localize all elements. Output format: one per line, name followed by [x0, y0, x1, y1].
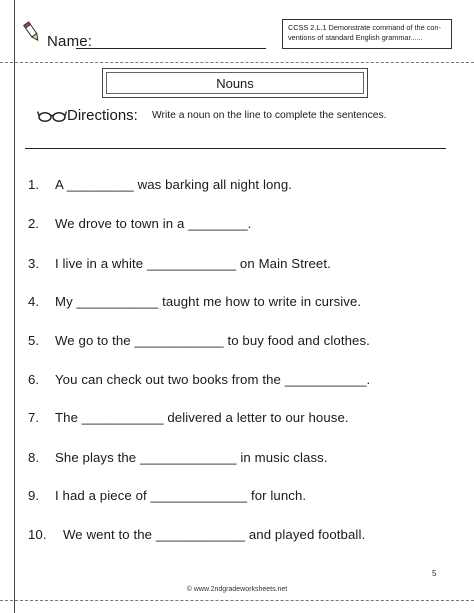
question-3[interactable]	[28, 256, 331, 271]
question-text: The ___________ delivered a letter to our house.	[55, 410, 349, 425]
question-9[interactable]	[28, 488, 306, 503]
question-number: 7.	[28, 410, 40, 425]
question-5[interactable]	[28, 333, 370, 348]
question-6[interactable]	[28, 372, 370, 387]
question-number: 6.	[28, 372, 40, 387]
question-text: I had a piece of _____________ for lunch.	[55, 488, 307, 503]
page-number: 5	[432, 569, 437, 578]
question-text: My ___________ taught me how to write in cursive.	[55, 294, 362, 309]
question-text: We go to the ____________ to buy food and clothes.	[55, 333, 370, 348]
directions-label: Directions:	[67, 107, 138, 124]
question-8[interactable]	[28, 450, 328, 465]
title-box	[102, 68, 368, 98]
question-number: 2.	[28, 216, 40, 231]
question-text: A _________ was barking all night long.	[55, 177, 293, 192]
question-number: 8.	[28, 450, 40, 465]
directions-text: Write a noun on the line to complete the sentences.	[152, 110, 387, 121]
footer-site[interactable]: © www.2ndgradeworksheets.net	[186, 586, 288, 593]
question-number: 4.	[28, 294, 40, 309]
directions-underline	[25, 148, 446, 149]
name-line[interactable]	[76, 48, 266, 49]
glasses-icon	[37, 109, 67, 123]
question-text: We went to the ____________ and played football.	[63, 527, 366, 542]
question-10[interactable]	[28, 527, 365, 542]
question-number: 3.	[28, 256, 40, 271]
question-text: You can check out two books from the ___________.	[55, 372, 371, 387]
question-7[interactable]	[28, 410, 349, 425]
question-number: 10.	[28, 527, 47, 542]
question-text: We drove to town in a ________.	[55, 216, 252, 231]
header-divider	[0, 62, 474, 63]
pencil-icon	[22, 20, 42, 44]
name-label: Name:	[47, 33, 93, 50]
question-text: She plays the _____________ in music class.	[55, 450, 328, 465]
footer-divider	[0, 600, 474, 601]
question-number: 1.	[28, 177, 40, 192]
standard-line-2: ventions of standard English grammar......	[288, 33, 423, 42]
question-2[interactable]	[28, 216, 251, 231]
question-4[interactable]	[28, 294, 361, 309]
standard-box	[282, 19, 452, 49]
margin-line	[14, 0, 15, 613]
standard-line-1: CCSS 2.L.1 Demonstrate command of the con-	[288, 23, 441, 32]
question-number: 9.	[28, 488, 40, 503]
question-number: 5.	[28, 333, 40, 348]
question-1[interactable]	[28, 177, 292, 192]
question-text: I live in a white ____________ on Main Street.	[55, 256, 331, 271]
worksheet-title: Nouns	[106, 72, 364, 94]
